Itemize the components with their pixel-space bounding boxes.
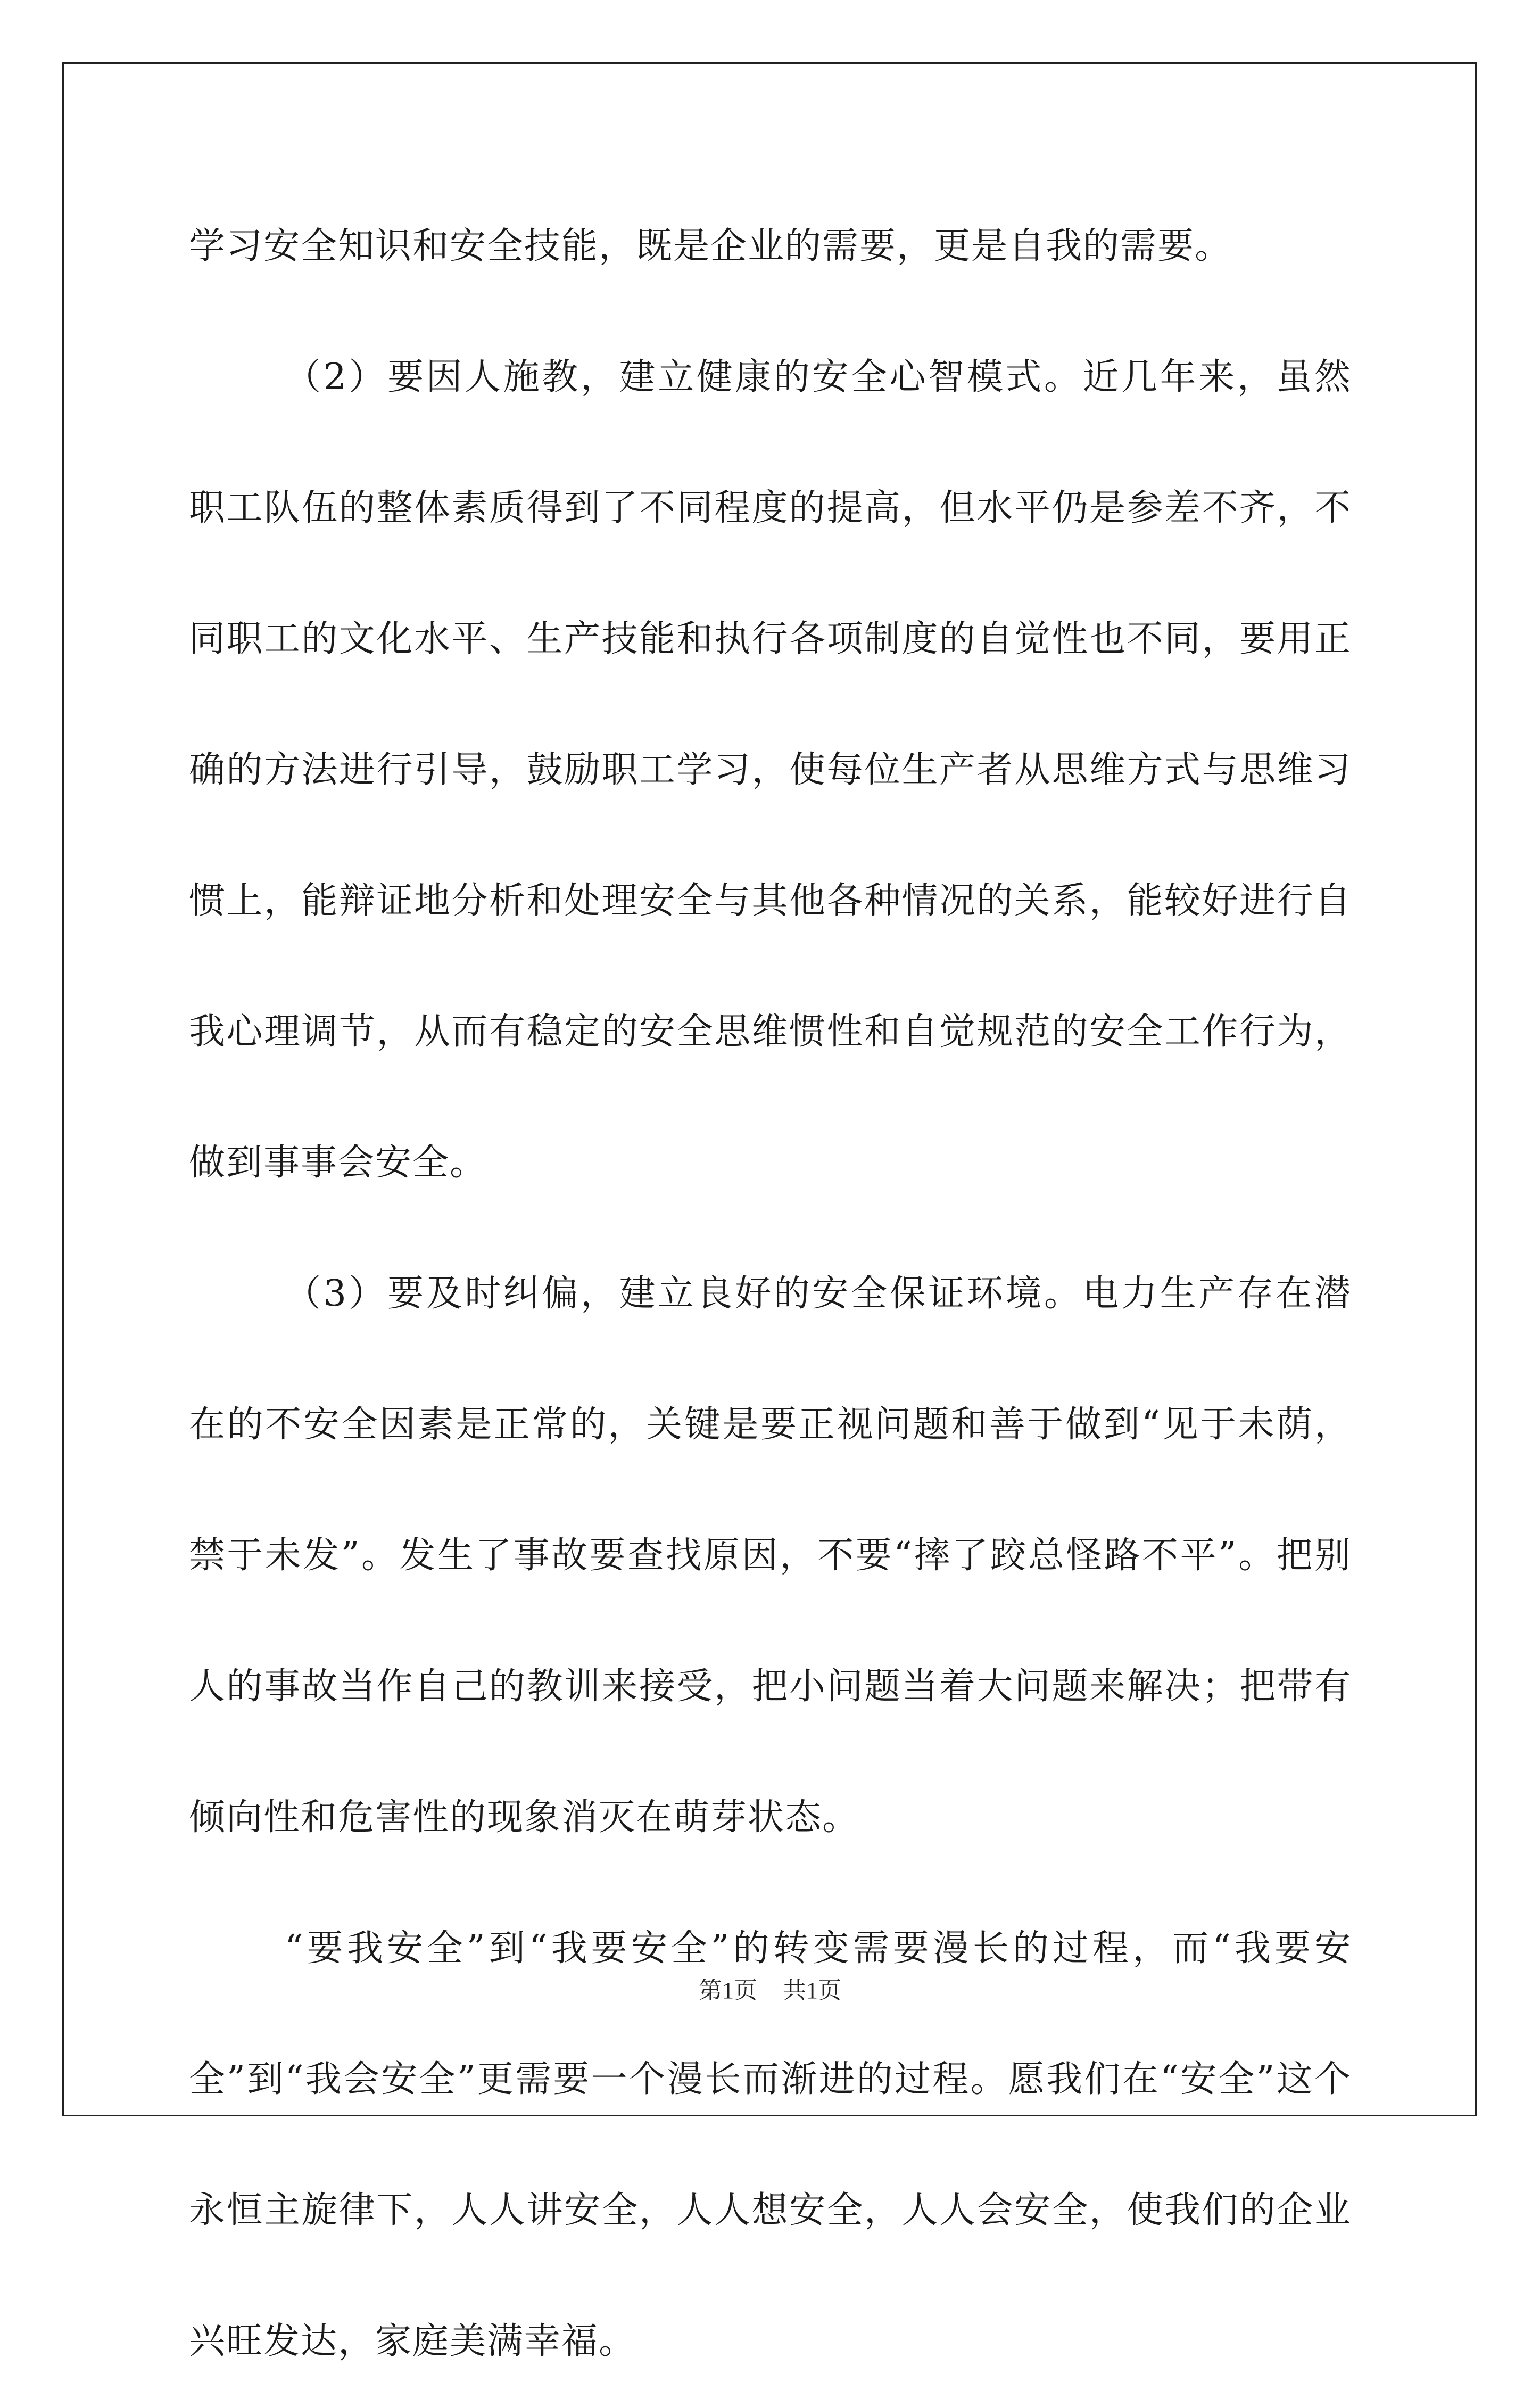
paragraph-3: （3）要及时纠偏，建立良好的安全保证环境。电力生产存在潜在的不安全因素是正常的，关键是要正视问题和善于做到“见于未荫，禁于未发”。发生了事故要查找原因，不要“摔了跤总怪路不平”。把别人的事故当作自己的教训来接受，把小问题当着大问题来解决；把带有倾向性和危害性的现象消灭在萌芽状态。 — [189, 1273, 1352, 1839]
paragraph-2: （2）要因人施教，建立健康的安全心智模式。近几年来，虽然职工队伍的整体素质得到了不同程度的提高，但水平仍是参差不齐，不同职工的文化水平、生产技能和执行各项制度的自觉性也不同，要用正确的方法进行引导，鼓励职工学习，使每位生产者从思维方式与思维习惯上，能辩证地分析和处理安全与其他各种情况的关系，能较好进行自我心理调节，从而有稳定的安全思维惯性和自觉规范的安全工作行为，做到事事会安全。 — [189, 356, 1352, 1184]
page-total: 共1页 — [783, 1977, 841, 2004]
page-footer — [0, 1975, 1540, 2007]
document-body — [189, 181, 1352, 2407]
paragraph-1: 学习安全知识和安全技能，既是企业的需要，更是自我的需要。 — [189, 225, 1232, 267]
paragraph-4: “要我安全”到“我要安全”的转变需要漫长的过程，而“我要安全”到“我会安全”更需要一个漫长而渐进的过程。愿我们在“安全”这个永恒主旋律下，人人讲安全，人人想安全，人人会安全，使我们的企业兴旺发达，家庭美满幸福。 — [189, 1927, 1352, 2362]
page-number: 第1页 — [699, 1977, 757, 2004]
